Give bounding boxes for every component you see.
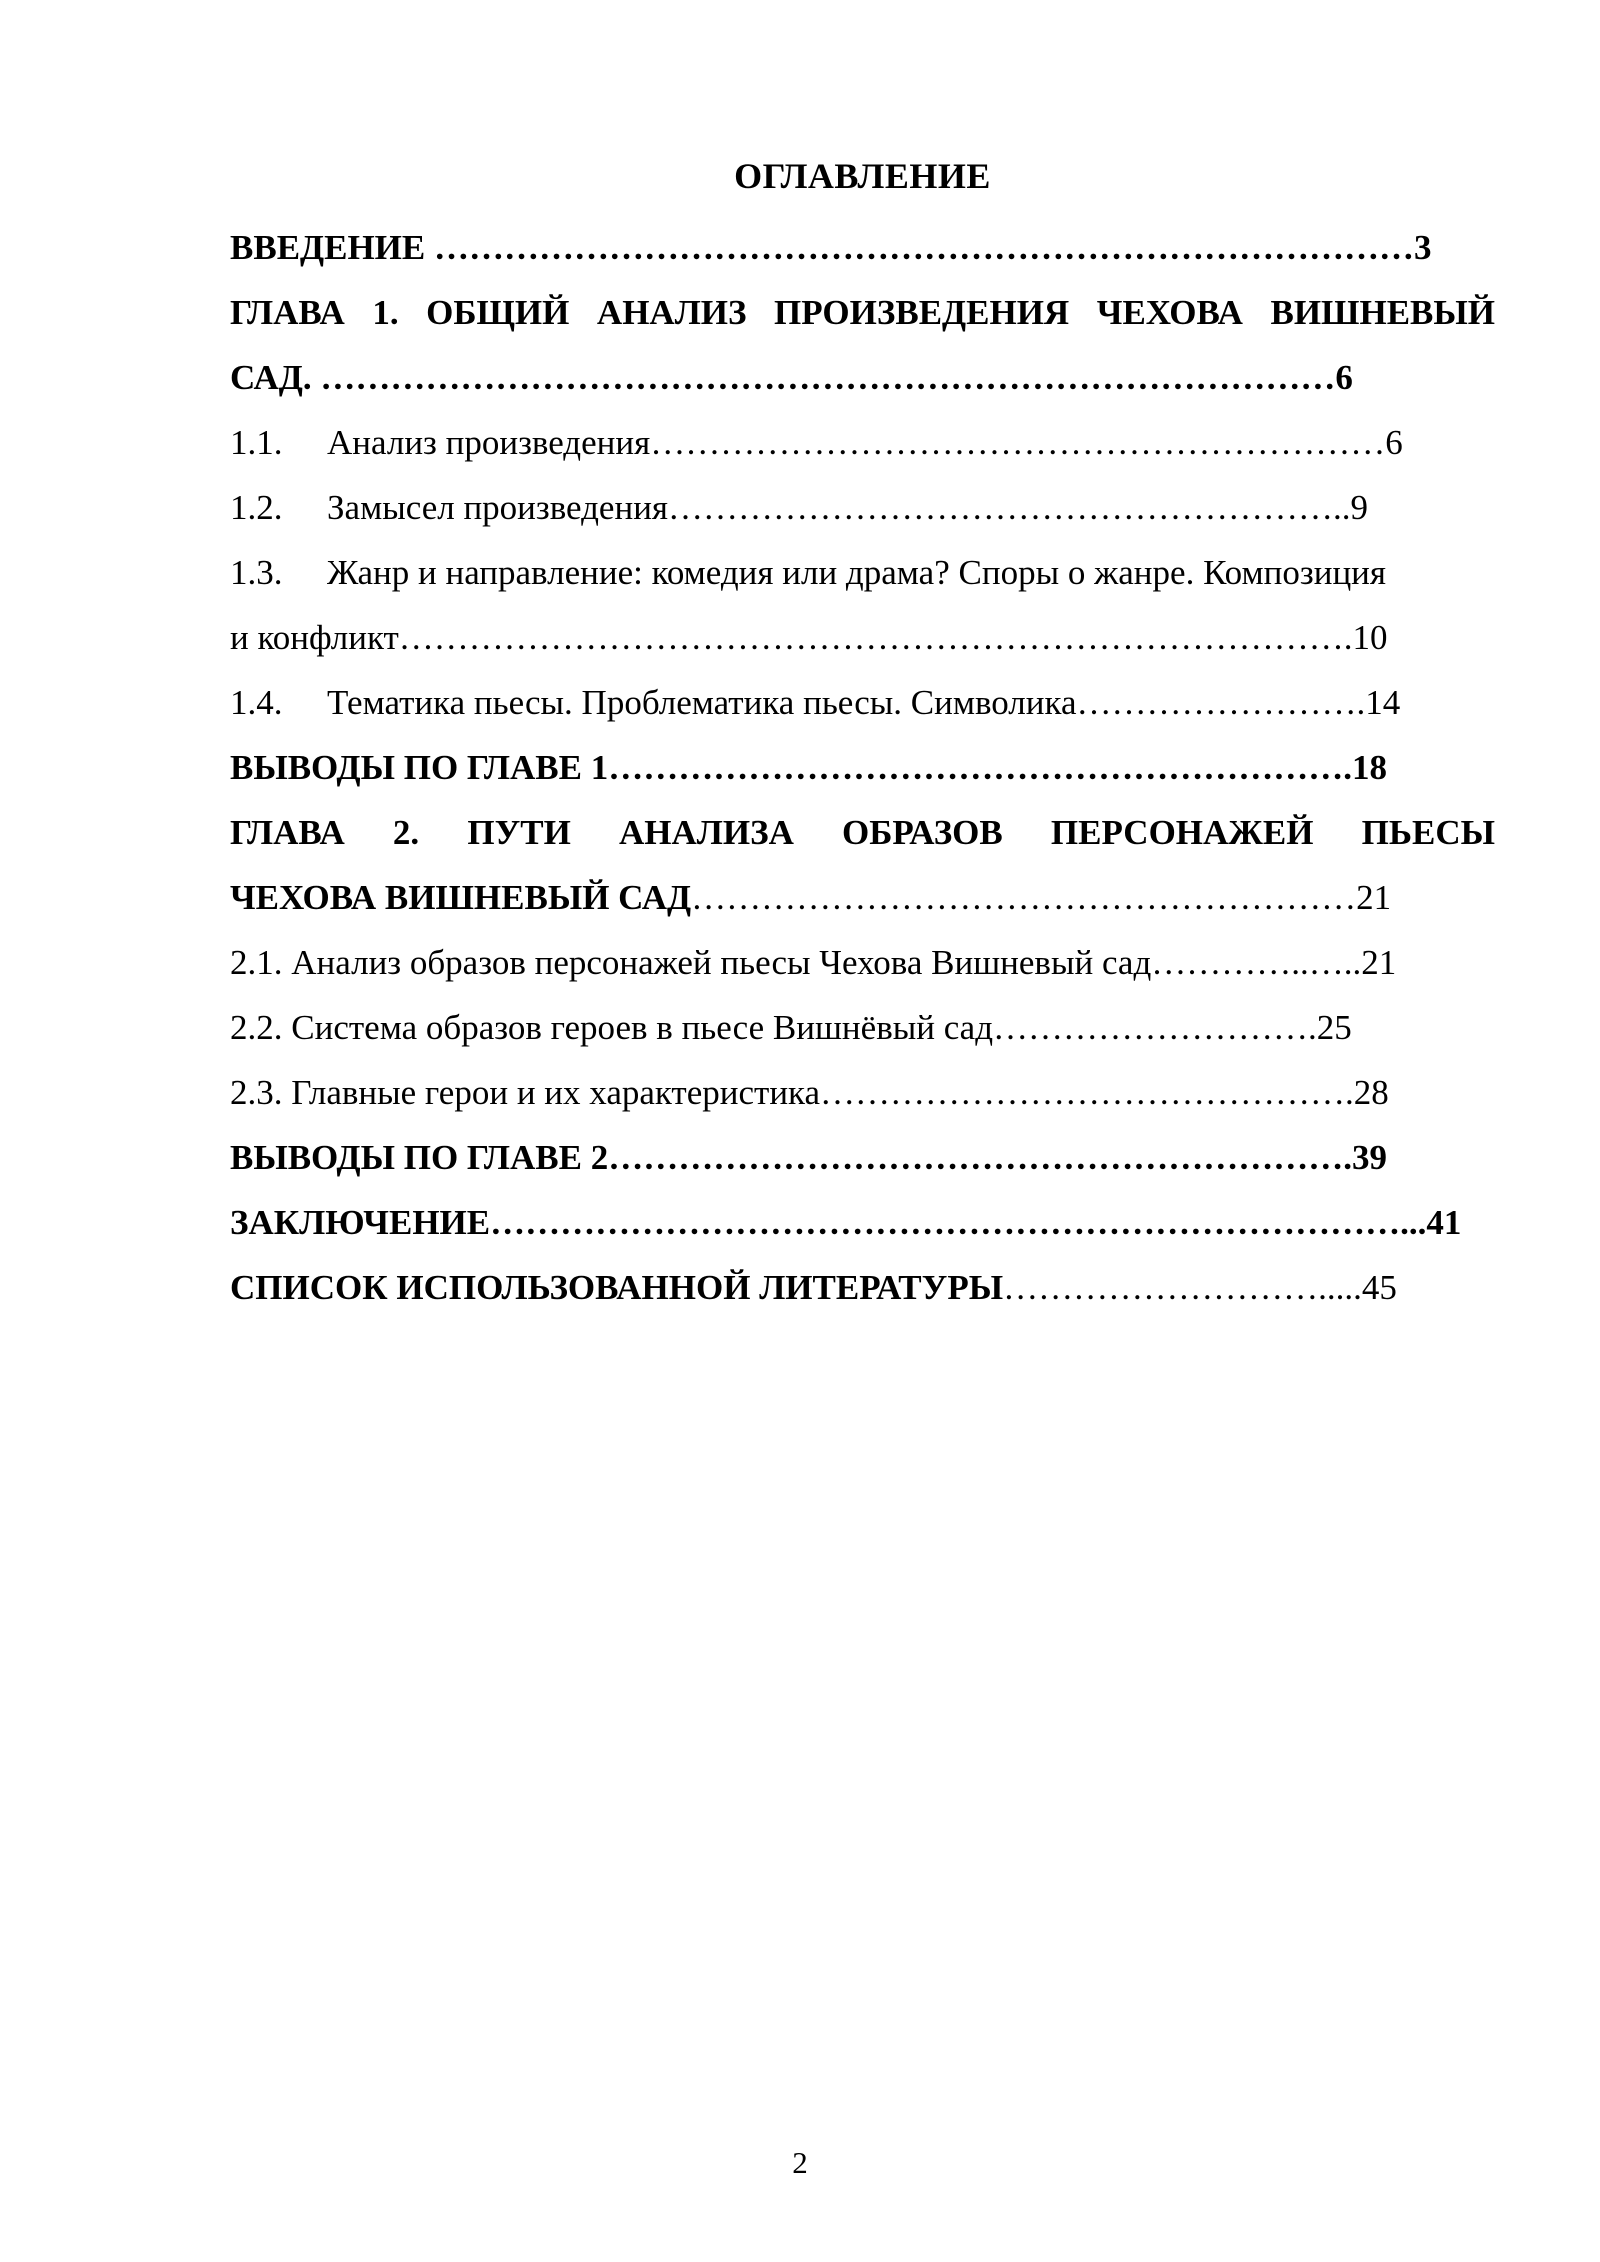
toc-entry-text: Жанр и направление: комедия или драма? Споры о жанре. Композиция — [327, 553, 1387, 592]
toc-entry-chapter-1-line-2: САД. ……………………………………………………………………………6 — [230, 358, 1353, 397]
toc-entry-number: 1.4. — [230, 683, 283, 722]
toc-entry-2-3: 2.3. Главные герои и их характеристика……………………………………….28 — [230, 1073, 1389, 1112]
toc-entry-text: Замысел произведения…………………………………………………..9 — [327, 488, 1369, 527]
toc-entry-1-3-line-1 — [230, 540, 1495, 605]
toc-entry-chapter-2-line-2 — [230, 865, 1495, 930]
toc-entry-number: 1.1. — [230, 423, 283, 462]
toc-entry-leader: ……………………….....45 — [1003, 1268, 1397, 1307]
toc-entry-2-1: 2.1. Анализ образов персонажей пьесы Чехова Вишневый сад…………..…..21 — [230, 943, 1397, 982]
toc-entry-conclusion: ЗАКЛЮЧЕНИЕ……………………………………………………………………...41 — [230, 1203, 1462, 1242]
toc-entry-introduction: ВВЕДЕНИЕ …………………………………………………………………………3 — [230, 228, 1432, 267]
toc-entry-bold-text: ЧЕХОВА ВИШНЕВЫЙ САД — [230, 878, 692, 917]
toc-entry-leader: …………………………………………………21 — [691, 878, 1392, 917]
toc-entry-2-2: 2.2. Система образов героев в пьесе Вишнёвый сад……………………….25 — [230, 1008, 1352, 1047]
toc-entry-1-1 — [230, 410, 1495, 475]
toc-entry-chapter-2-line-1: ГЛАВА 2. ПУТИ АНАЛИЗА ОБРАЗОВ ПЕРСОНАЖЕЙ ПЬЕСЫ — [230, 813, 1495, 852]
toc-entry-number: 1.2. — [230, 488, 283, 527]
toc-entry-1-2 — [230, 475, 1495, 540]
toc-entry-text: Анализ произведения………………………………………………………6 — [327, 423, 1403, 462]
document-page — [230, 150, 1495, 1320]
toc-entry-bibliography — [230, 1255, 1495, 1320]
toc-title: ОГЛАВЛЕНИЕ — [734, 156, 991, 196]
toc-entry-1-3-line-2: и конфликт……………………………………………………………………….10 — [230, 618, 1388, 657]
toc-entry-chapter-1-line-1: ГЛАВА 1. ОБЩИЙ АНАЛИЗ ПРОИЗВЕДЕНИЯ ЧЕХОВА ВИШНЕВЫЙ — [230, 293, 1495, 332]
toc-entry-bold-text: СПИСОК ИСПОЛЬЗОВАННОЙ ЛИТЕРАТУРЫ — [230, 1268, 1004, 1307]
toc-entry-number: 1.3. — [230, 553, 283, 592]
toc-entry-text: Тематика пьесы. Проблематика пьесы. Символика…………………….14 — [327, 683, 1401, 722]
toc-entry-conclusions-chapter-2: ВЫВОДЫ ПО ГЛАВЕ 2……………………………………………………….39 — [230, 1138, 1387, 1177]
toc-entry-conclusions-chapter-1: ВЫВОДЫ ПО ГЛАВЕ 1……………………………………………………….18 — [230, 748, 1387, 787]
page-number: 2 — [792, 2145, 808, 2180]
toc-entry-1-4 — [230, 670, 1495, 735]
